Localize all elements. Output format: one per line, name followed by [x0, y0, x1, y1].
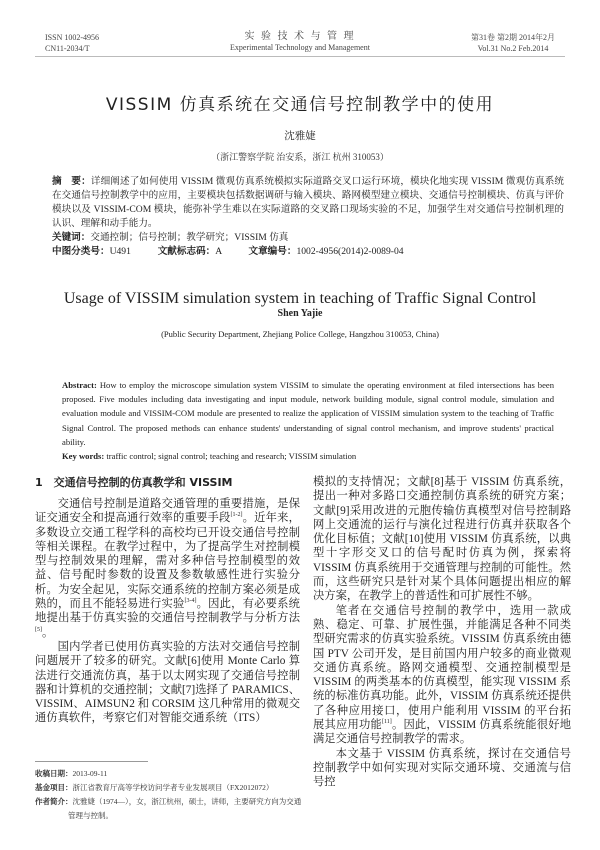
article-no-label: 文章编号：: [248, 246, 297, 257]
paragraph: 交通信号控制是道路交通管理的重要措施，是保证交通安全和提高通行效率的重要手段[1-2]。近年来，多数设立交通工程学科的高校均已开设交通信号控制等相关课程。在教学过程中，为了提高学生对控制模型与控制效果的理解，需对多种信号控制模型的效益、信号配时参数的设置及参数敏感性进行实验分析。为安全起见，实际交通系统的控制方案必须是成熟的，而且不能轻易进行实验[3-4]。因此，有必要系统地提出基于仿真实验的交通信号控制教学与分析方法[5]。: [35, 498, 300, 639]
classification-line: [52, 245, 564, 259]
right-column: [313, 475, 571, 790]
paragraph: 国内学者已使用仿真实验的方法对交通信号控制问题展开了较多的研究。文献[6]使用 Monte Carlo 算法进行交通流仿真，基于以太网实现了交通信号控制器和计算机的交通控制；文献[7]选择了 PARAMICS、VISSIM、AIMSUN2 和 CORSIM 这几种常用的微观交通仿真软件，考察它们对智能交通系统（ITS）: [35, 640, 300, 725]
paragraph: 笔者在交通信号控制的教学中，选用一款成熟、稳定、可靠、扩展性强，并能满足各种不同类型研究需求的仿真实验系统。VISSIM 仿真系统由德国 PTV 公司开发，是目前国内用户较多的商业微观交通仿真系统。路网交通模型、交通控制模型是 VISSIM 的两类基本的仿真模型，能实现 VISSIM 系统的标准仿真功能。此外，VISSIM 仿真系统还提供了各种应用接口，使用户能利用 VISSIM 的平台拓展其应用功能[11]。因此，VISSIM 仿真系统能很好地满足交通信号控制教学的需求。: [313, 604, 571, 746]
footnote-rule: [35, 761, 148, 762]
affiliation-cn: （浙江警察学院 治安系，浙江 杭州 310053）: [211, 152, 389, 162]
section-heading: 1 交通信号控制的仿真教学和 VISSIM: [35, 476, 233, 489]
keywords-en: traffic control; signal control; teaching and research; VISSIM simulation: [104, 451, 357, 462]
left-column: [35, 497, 300, 726]
fund-label: 基金项目：: [35, 783, 73, 792]
keywords-label: 关键词：: [52, 232, 91, 243]
issn-block: [45, 32, 99, 54]
received-date: 2013-09-11: [72, 769, 108, 778]
abstract-en: [62, 378, 554, 463]
citation[interactable]: [3-4]: [184, 598, 197, 605]
citation[interactable]: [1-2]: [230, 512, 243, 519]
abstract-text: 详细阐述了如何使用 VISSIM 微观仿真系统模拟实际道路交叉口运行环境，模块化地实现 VISSIM 微观仿真系统在交通信号控制教学中的应用，主要模块包括数据调研与输入模块、路网模型建立模块、交通信号控制模块、仿真与评价模块以及 VISSIM-COM 模块，能弥补学生难以在实际道路的交叉路口现场实验的不足，加强学生对交通信号控制机理的认识、理解和动手能力。: [52, 176, 565, 229]
header-rule: [35, 56, 565, 57]
issue-cn: 第31卷 第2期 2014年2月: [471, 33, 555, 42]
journal-name-en: Experimental Technology and Management: [230, 43, 370, 52]
clc-label: 中图分类号：: [52, 246, 110, 257]
issue-en: Vol.31 No.2 Feb.2014: [477, 44, 549, 53]
abstract-label: 摘 要：: [52, 176, 91, 187]
received-label: 收稿日期：: [35, 769, 73, 778]
citation[interactable]: [11]: [381, 719, 392, 726]
clc-value: U491: [109, 246, 131, 257]
affiliation-en: (Public Security Department, Zhejiang Police College, Hangzhou 310053, China): [161, 329, 439, 339]
abstract-en-text: How to employ the microscope simulation system VISSIM to simulate the operating environment at filed intersections has been proposed. Five modules including data investigating and input module, network building module, signal control module, simulation and evaluation module and VISSIM-COM module are presented to realize the application of VISSIM simulation system to the teaching of Traffic Signal Control. The proposed methods can enhance students' understanding of signal control mechanism, and improve students' practical ability.: [62, 380, 554, 447]
paper-title-en: Usage of VISSIM simulation system in teaching of Traffic Signal Control: [63, 290, 537, 307]
abstract-en-label: Abstract:: [62, 380, 97, 390]
paragraph: 本文基于 VISSIM 仿真系统，探讨在交通信号控制教学中如何实现对实际交通环境、交通流与信号控: [313, 747, 571, 789]
citation[interactable]: [5]: [35, 626, 42, 633]
keywords-cn: 交通控制；信号控制；教学研究；VISSIM 仿真: [90, 232, 289, 243]
doc-code-value: A: [215, 246, 222, 257]
issue-info: [471, 32, 555, 54]
abstract-cn: [52, 175, 564, 259]
journal-name: [200, 31, 400, 53]
bio-text: 沈雅婕（1974—），女，浙江杭州，硕士，讲师，主要研究方向为交通管理与控制。: [68, 797, 302, 820]
author-cn: 沈雅婕: [284, 131, 316, 142]
paragraph-continued: 模拟的支持情况；文献[8]基于 VISSIM 仿真系统，提出一种对多路口交通控制仿真系统的研究方案；文献[9]采用改进的元胞传输仿真模型对信号控制路网上交通流的运行与演化过程进行仿真并获取各个优化目标值；文献[10]使用 VISSIM 仿真系统，以典型十字形交叉口的信号配时仿真为例，探索将 VISSIM 仿真系统用于交通管理与控制的可能性。然而，这些研究只是针对某个具体问题提出相应的解决方案，在教学上的普适性和可扩展性不够。: [313, 476, 571, 603]
cn-number: CN11-2034/T: [45, 44, 90, 53]
doc-code-label: 文献标志码：: [157, 246, 216, 257]
keywords-en-label: Key words:: [62, 451, 105, 462]
journal-name-cn: 实 验 技 术 与 管 理: [244, 31, 356, 42]
bio-label: 作者简介：: [35, 797, 73, 806]
paper-title-cn: VISSIM 仿真系统在交通信号控制教学中的使用: [105, 95, 495, 115]
issn: ISSN 1002-4956: [45, 33, 100, 42]
author-en: Shen Yajie: [277, 308, 323, 319]
article-no-value: 1002-4956(2014)2-0089-04: [296, 246, 404, 257]
footnote: [35, 767, 305, 823]
fund-text: 浙江省教育厅高等学校访问学者专业发展项目（FX2012072）: [72, 783, 274, 792]
